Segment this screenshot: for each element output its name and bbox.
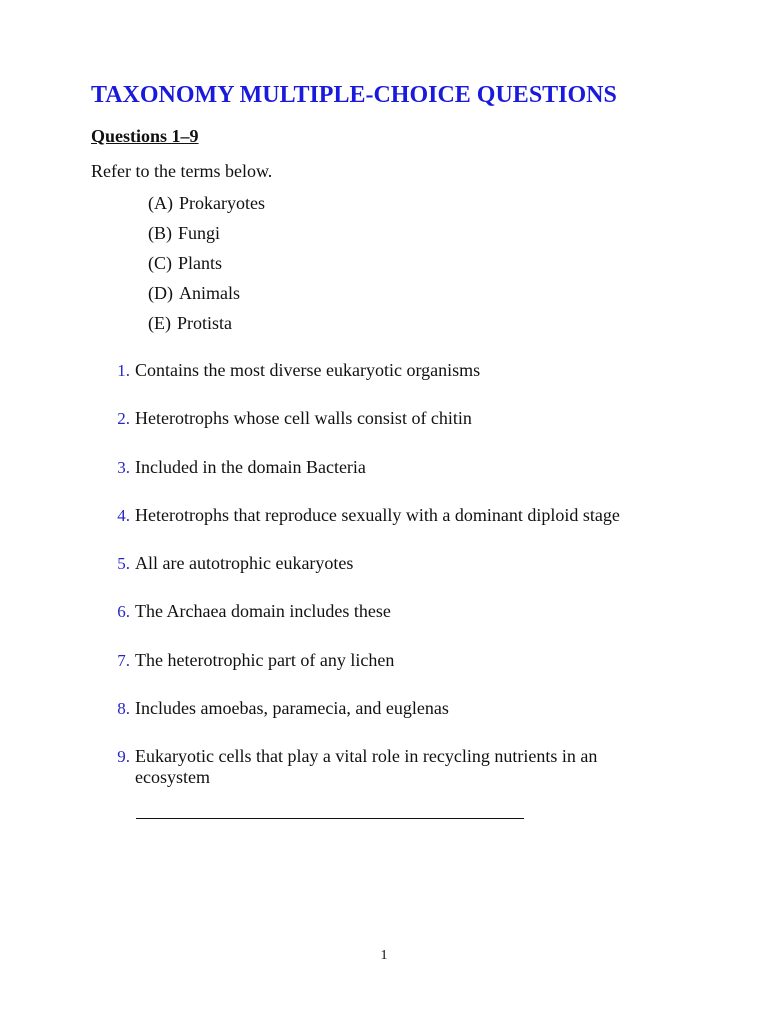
section-heading: Questions 1–9 bbox=[91, 126, 199, 146]
question-number: 3. bbox=[117, 458, 130, 477]
question-text: Included in the domain Bacteria bbox=[135, 457, 366, 477]
term-letter: (B) bbox=[148, 223, 172, 243]
question-number: 4. bbox=[117, 506, 130, 525]
term-a bbox=[148, 191, 265, 221]
term-letter: (C) bbox=[148, 253, 172, 273]
term-d bbox=[148, 281, 265, 311]
question-number: 8. bbox=[117, 699, 130, 718]
term-e bbox=[148, 311, 265, 341]
question-item bbox=[110, 601, 670, 622]
question-text: Heterotrophs that reproduce sexually with a dominant diploid stage bbox=[135, 505, 620, 525]
page-number: 1 bbox=[380, 948, 388, 963]
question-item bbox=[110, 650, 670, 671]
question-number: 9. bbox=[117, 747, 130, 766]
intro-text: Refer to the terms below. bbox=[91, 161, 273, 181]
question-item bbox=[110, 457, 670, 478]
question-text: Eukaryotic cells that play a vital role in recycling nutrients in an ecosystem bbox=[135, 746, 598, 787]
question-number: 1. bbox=[117, 361, 130, 380]
question-text: The Archaea domain includes these bbox=[135, 601, 391, 621]
question-item bbox=[110, 698, 670, 719]
term-label: Protista bbox=[176, 313, 232, 333]
term-label: Fungi bbox=[178, 223, 221, 243]
term-letter: (D) bbox=[148, 283, 173, 303]
question-text: All are autotrophic eukaryotes bbox=[135, 553, 354, 573]
question-text: Includes amoebas, paramecia, and euglenas bbox=[135, 698, 449, 718]
question-item bbox=[110, 360, 670, 381]
question-text: The heterotrophic part of any lichen bbox=[135, 650, 395, 670]
question-item bbox=[110, 553, 670, 574]
question-number: 6. bbox=[117, 602, 130, 621]
term-c bbox=[148, 251, 265, 281]
separator-line bbox=[136, 818, 524, 819]
term-label: Animals bbox=[179, 283, 240, 303]
question-number: 2. bbox=[117, 409, 130, 428]
question-item bbox=[110, 505, 670, 526]
question-text: Heterotrophs whose cell walls consist of chitin bbox=[135, 408, 472, 428]
term-label: Prokaryotes bbox=[179, 193, 265, 213]
term-letter: (E) bbox=[148, 313, 171, 333]
page-title: TAXONOMY MULTIPLE-CHOICE QUESTIONS bbox=[91, 82, 617, 108]
terms-list bbox=[148, 191, 265, 341]
question-item bbox=[110, 408, 670, 429]
question-text: Contains the most diverse eukaryotic organisms bbox=[135, 360, 481, 380]
term-letter: (A) bbox=[148, 193, 173, 213]
term-b bbox=[148, 221, 265, 251]
question-number: 5. bbox=[117, 554, 130, 573]
question-number: 7. bbox=[117, 651, 130, 670]
question-item bbox=[110, 746, 630, 788]
term-label: Plants bbox=[178, 253, 223, 273]
